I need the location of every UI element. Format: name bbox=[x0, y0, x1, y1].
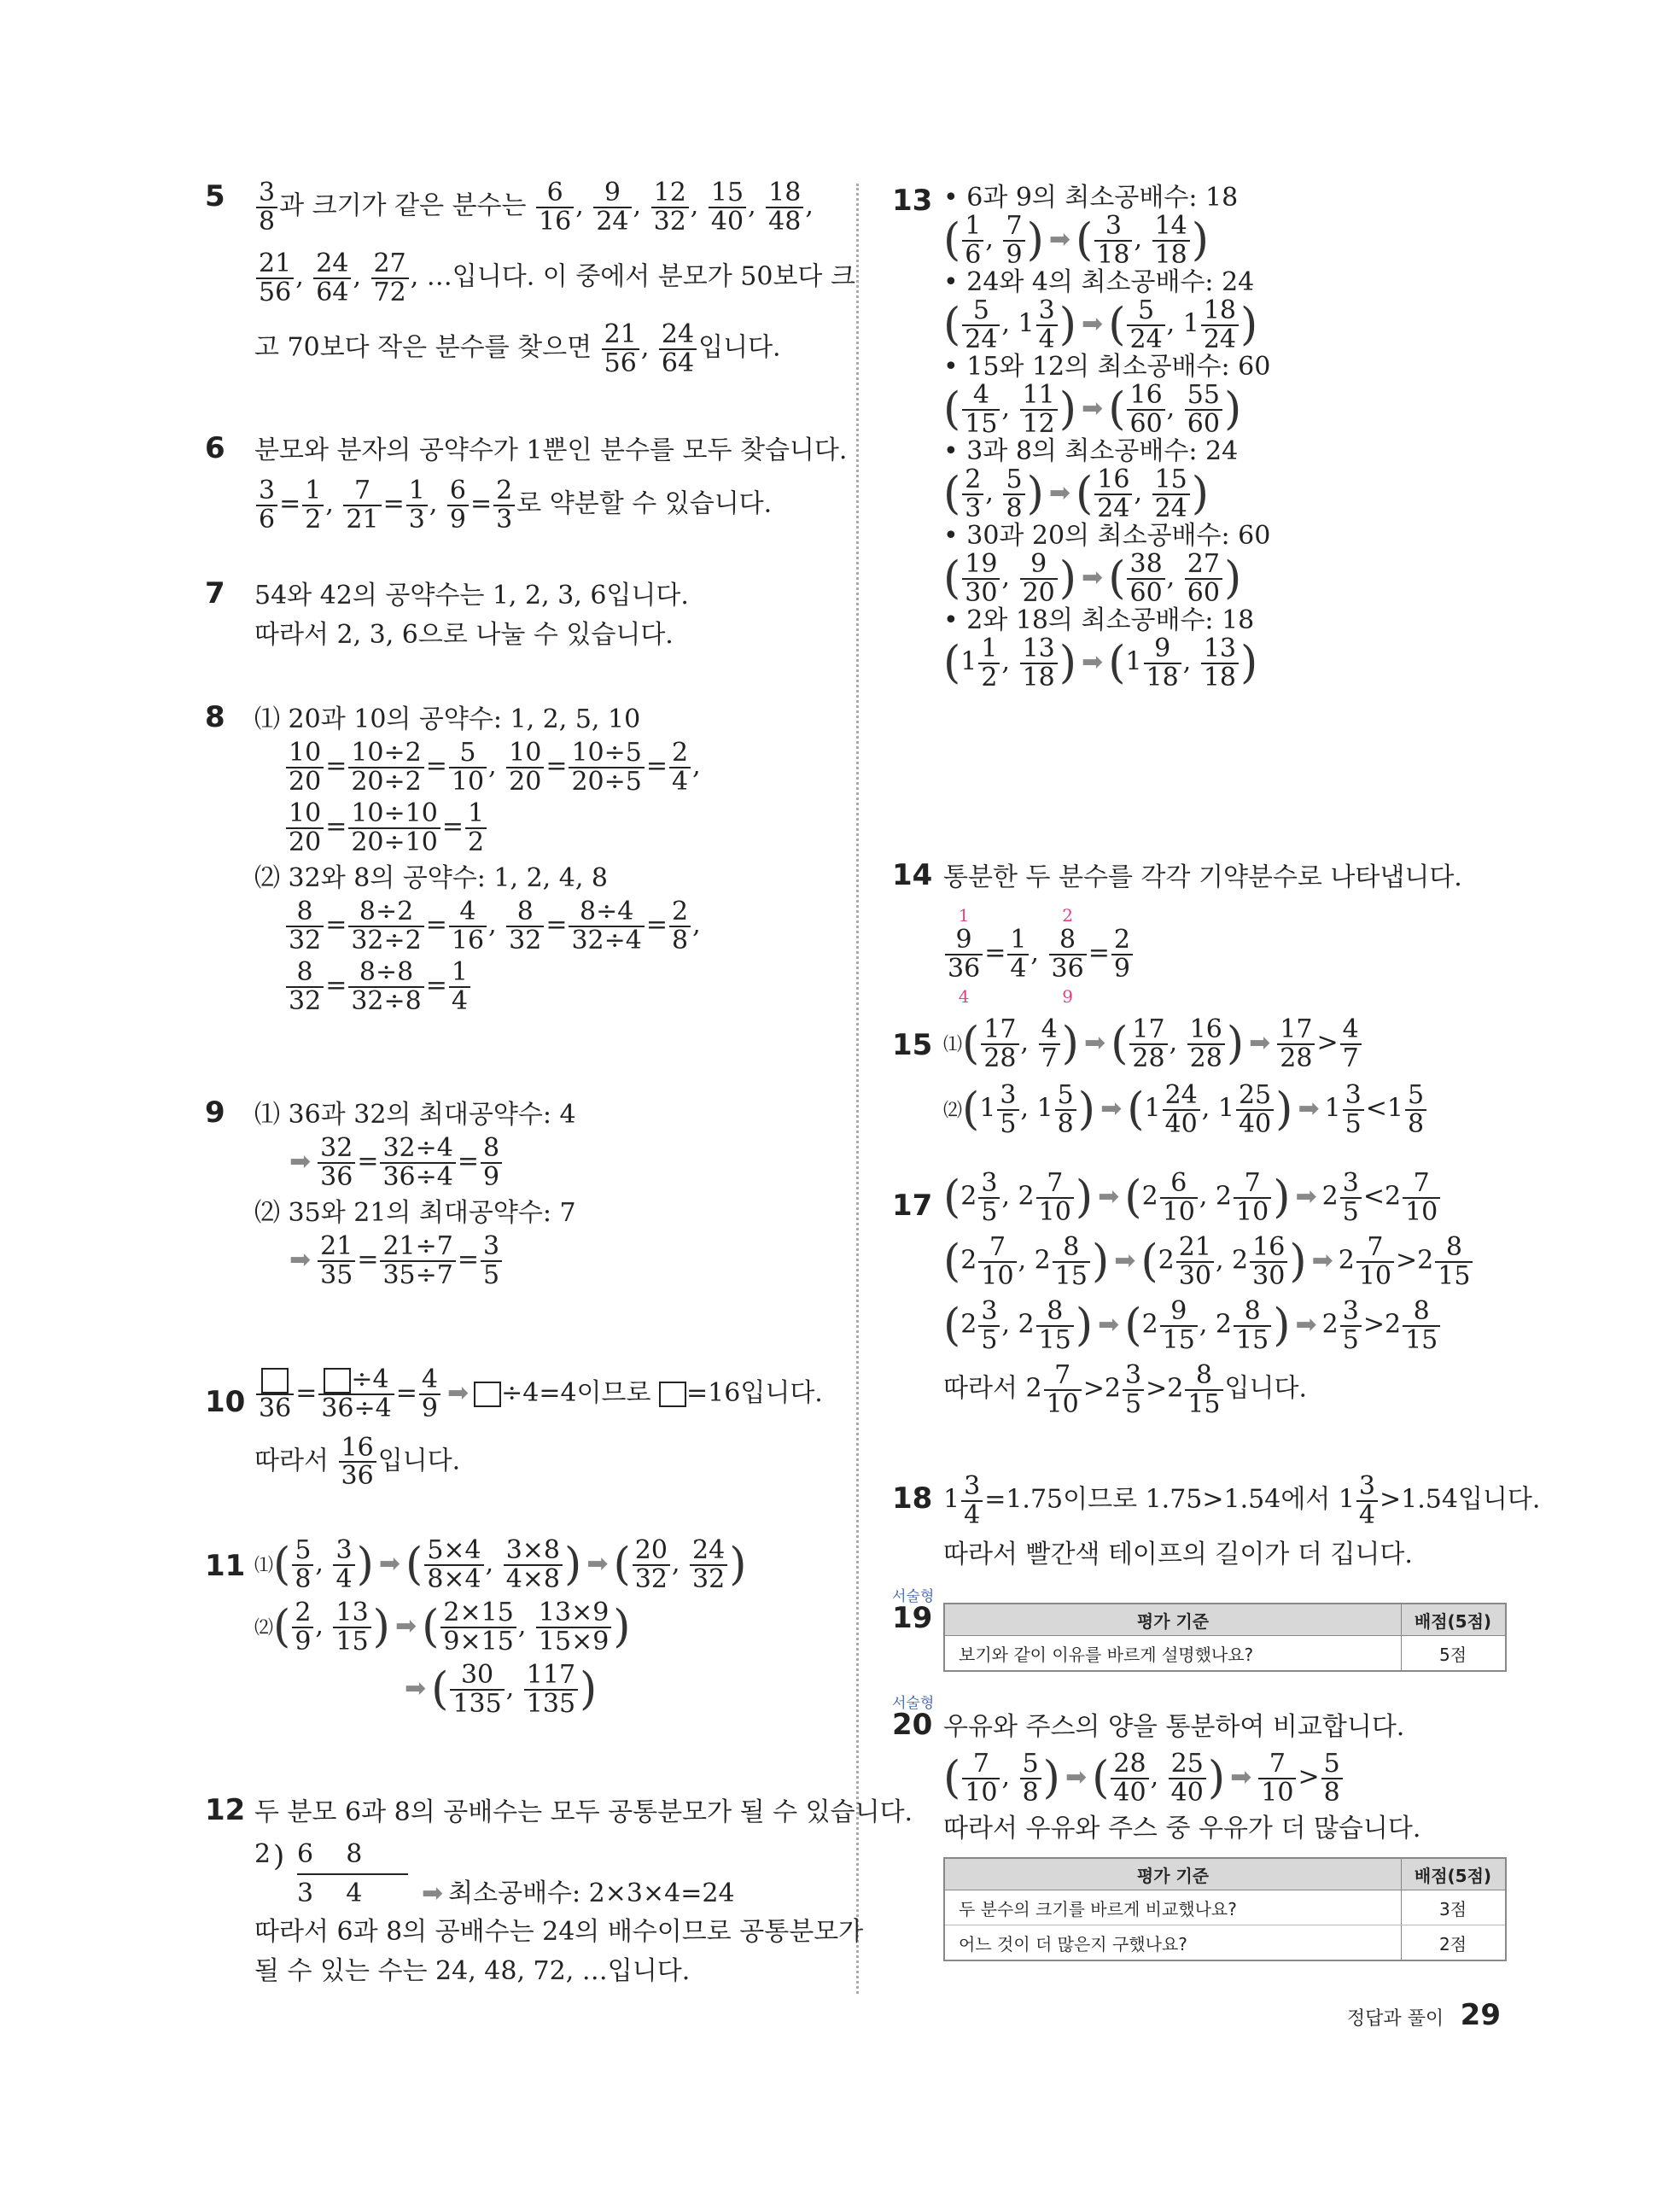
footer-label: 정답과 풀이 bbox=[1346, 2008, 1444, 2030]
scoring-table: 평가 기준 배점(5점) 보기와 같이 이유를 바르게 설명했나요? 5점 bbox=[943, 1603, 1507, 1672]
problem-number: 5 bbox=[205, 179, 225, 213]
scoring-table: 평가 기준 배점(5점) 두 분수의 크기를 바르게 비교했나요? 3점 어느 것이 더 많은지 구했나요? 2점 bbox=[943, 1857, 1507, 1961]
page-number: 29 bbox=[1460, 1998, 1501, 2032]
division-ladder: 2 ) 6 8 3 4 ➡ 최소공배수: 2×3×4=24 bbox=[254, 1836, 841, 1913]
page-footer bbox=[1347, 1998, 1501, 2032]
column-divider bbox=[856, 184, 859, 1994]
